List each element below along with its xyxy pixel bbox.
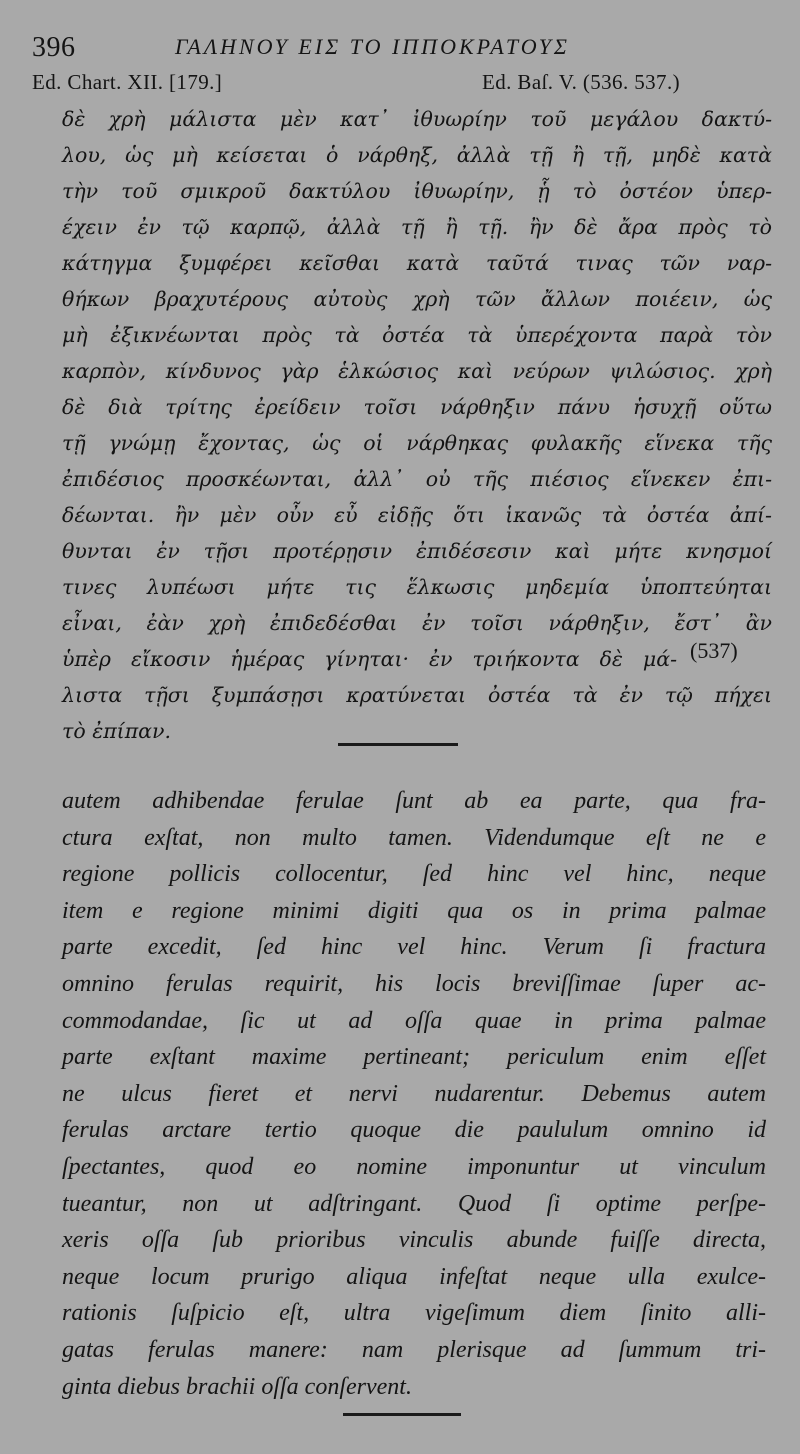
latin-line: xeris oſſa ſub prioribus vinculis abunde fuiſſe directa,: [62, 1227, 766, 1254]
greek-line: λιστα τῇσι ξυμπάσῃσι κρατύνεται ὀστέα τὰ ἐν τῷ πήχει: [62, 683, 772, 707]
edition-reference-basel: Ed. Baſ. V. (536. 537.): [482, 70, 681, 94]
latin-line: commodandae, ſic ut ad oſſa quae in prima palmae: [62, 1007, 766, 1034]
latin-line: ginta diebus brachii oſſa conſervent.: [62, 1373, 412, 1400]
edition-references: [0, 70, 800, 100]
greek-line: δὲ χρὴ μάλιστα μὲν κατ᾽ ἰθυωρίην τοῦ μεγάλου δακτύ-: [62, 107, 772, 131]
running-title: ΓΑΛΗΝΟΥ ΕΙΣ ΤΟ ΙΠΠΟΚΡΑΤΟΥΣ: [175, 34, 571, 59]
greek-line: ἐπιδέσιος προσκέωνται, ἀλλ᾽ οὐ τῆς πιέσιος εἵνεκεν ἐπι-: [62, 467, 772, 491]
greek-line: ὑπὲρ εἴκοσιν ἡμέρας γίνηται· ἐν τριήκοντα δὲ μά-: [62, 647, 677, 671]
latin-line: regione pollicis collocentur, ſed hinc vel hinc, neque: [62, 861, 766, 888]
section-divider: [343, 1413, 461, 1416]
latin-line: parte excedit, ſed hinc vel hinc. Verum ſi fractura: [62, 934, 766, 961]
greek-line: τινες λυπέωσι μήτε τις ἕλκωσις μηδεμία ὑποπτεύηται: [62, 575, 772, 599]
latin-line: ferulas arctare tertio quoque die paululum omnino id: [62, 1117, 766, 1144]
latin-line: rationis ſuſpicio eſt, ultra vigeſimum diem ſinito alli-: [62, 1300, 766, 1327]
edition-reference-chartier: Ed. Chart. XII. [179.]: [32, 70, 223, 94]
greek-line: θυνται ἐν τῇσι προτέρῃσιν ἐπιδέσεσιν καὶ μήτε κνησμοί: [62, 539, 772, 563]
greek-line: τὴν τοῦ σμικροῦ δακτύλου ἰθυωρίην, ᾗ τὸ ὀστέον ὑπερ-: [62, 179, 772, 203]
greek-line: μὴ ἐξικνέωνται πρὸς τὰ ὀστέα τὰ ὑπερέχοντα παρὰ τὸν: [62, 323, 772, 347]
latin-line: tueantur, non ut adſtringant. Quod ſi optime perſpe-: [62, 1190, 766, 1217]
greek-line: δέωνται. ἢν μὲν οὖν εὖ εἰδῇς ὅτι ἱκανῶς τὰ ὀστέα ἀπί-: [62, 503, 772, 527]
latin-line: neque locum prurigo aliqua infeſtat neque ulla exulce-: [62, 1263, 766, 1290]
latin-line: autem adhibendae ferulae ſunt ab ea parte, qua fra-: [62, 788, 766, 814]
latin-line: parte exſtant maxime pertineant; periculum enim eſſet: [62, 1044, 766, 1071]
greek-line: λου, ὡς μὴ κείσεται ὁ νάρθηξ, ἀλλὰ τῇ ἢ τῇ, μηδὲ κατὰ: [62, 143, 772, 167]
greek-line: καρπὸν, κίνδυνος γὰρ ἑλκώσιος καὶ νεύρων ψιλώσιος. χρὴ: [62, 359, 772, 383]
latin-line: ne ulcus fieret et nervi nudarentur. Debemus autem: [62, 1080, 766, 1107]
greek-line: θήκων βραχυτέρους αὐτοὺς χρὴ τῶν ἄλλων ποιέειν, ὡς: [62, 287, 772, 311]
section-divider: [338, 743, 458, 746]
latin-line: omnino ferulas requirit, his locis breviſſimae ſuper ac-: [62, 971, 766, 997]
greek-line: τῇ γνώμῃ ἔχοντας, ὡς οἱ νάρθηκας φυλακῆς εἵνεκα τῆς: [62, 431, 772, 455]
greek-line: δὲ διὰ τρίτης ἐρείδειν τοῖσι νάρθηξιν πάνυ ἡσυχῇ οὕτω: [62, 395, 772, 419]
greek-line: εἶναι, ἐὰν χρὴ ἐπιδεδέσθαι ἐν τοῖσι νάρθηξιν, ἔστ᾽ ἂν: [62, 611, 772, 635]
greek-line: κάτηγμα ξυμφέρει κεῖσθαι κατὰ ταῦτά τινας τῶν ναρ-: [62, 251, 772, 275]
latin-line: item e regione minimi digiti qua os in prima palmae: [62, 897, 766, 924]
greek-line: τὸ ἐπίπαν.: [62, 719, 172, 743]
latin-line: ctura exſtat, non multo tamen. Videndumque eſt ne e: [62, 824, 766, 851]
page-header: [0, 30, 800, 70]
margin-page-reference: (537): [690, 638, 738, 663]
page-number: 396: [32, 32, 76, 63]
latin-line: gatas ferulas manere: nam plerisque ad ſummum tri-: [62, 1337, 766, 1363]
greek-line: έχειν ἐν τῷ καρπῷ, ἀλλὰ τῇ ἢ τῇ. ἢν δὲ ἄρα πρὸς τὸ: [62, 215, 772, 239]
latin-line: ſpectantes, quod eo nomine imponuntur ut vinculum: [62, 1154, 766, 1180]
